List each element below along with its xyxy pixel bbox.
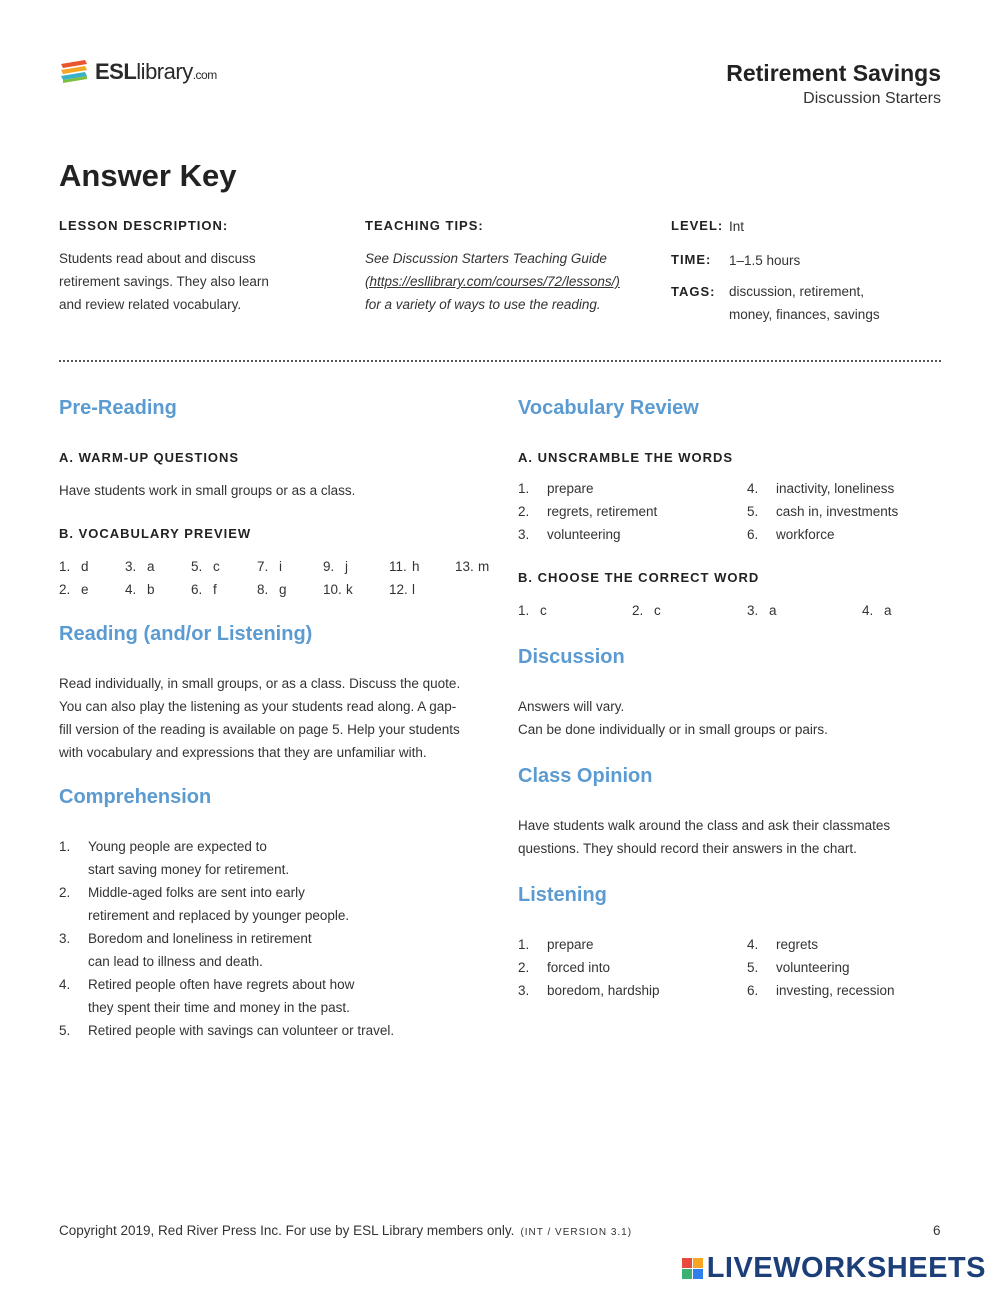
answer-item: 1. prepare (518, 937, 594, 952)
text-line: Answers will vary. (518, 699, 625, 714)
answer-item: 8. g (257, 582, 287, 597)
answer-item: 12. l (389, 582, 415, 597)
answer-item: 6. workforce (747, 527, 835, 542)
reading-heading: Reading (and/or Listening) (59, 623, 313, 645)
reading-text (59, 672, 489, 764)
document-title: Retirement Savings (726, 60, 941, 86)
lesson-description-label: LESSON DESCRIPTION: (59, 218, 229, 233)
discussion-text (518, 695, 941, 741)
vocab-preview-label: B. VOCABULARY PREVIEW (59, 526, 252, 541)
document-subtitle: Discussion Starters (803, 90, 941, 107)
warmup-label: A. WARM-UP QUESTIONS (59, 450, 240, 465)
page-number: 6 (933, 1223, 941, 1238)
book-stack-icon (59, 58, 89, 86)
unscramble-label: A. UNSCRAMBLE THE WORDS (518, 450, 734, 465)
answer-item: 1. prepare (518, 481, 594, 496)
text-line: and review related vocabulary. (59, 297, 242, 312)
pre-reading-heading: Pre-Reading (59, 397, 177, 419)
liveworksheets-text: LIVEWORKSHEETS (706, 1252, 986, 1284)
text-line: Read individually, in small groups, or as a class. Discuss the quote. (59, 676, 461, 691)
answer-item: 1. d (59, 559, 89, 574)
left-column (59, 397, 489, 1042)
answer-item: 2. regrets, retirement (518, 504, 658, 519)
answer-item: 4. regrets (747, 937, 819, 952)
logo-brand-rest: library (136, 59, 193, 84)
logo-block (693, 1269, 703, 1279)
answer-item: 3. boredom, hardship (518, 983, 660, 998)
listening-heading: Listening (518, 884, 607, 906)
warmup-text: Have students work in small groups or as a class. (59, 483, 356, 498)
time-value: 1–1.5 hours (729, 253, 801, 268)
text-line: Can be done individually or in small groups or pairs. (518, 722, 828, 737)
list-item: 3. Boredom and loneliness in retirement can lead to illness and death. (59, 931, 312, 969)
lesson-meta (671, 218, 941, 326)
copyright-footer (59, 1223, 632, 1238)
unscramble-answers (518, 477, 941, 546)
answer-item: 4. b (125, 582, 155, 597)
liveworksheets-watermark (682, 1252, 986, 1285)
list-item: 2. Middle-aged folks are sent into early retirement and replaced by younger people. (59, 885, 350, 923)
answer-item: 1. c (518, 603, 547, 618)
choose-word-label: B. CHOOSE THE CORRECT WORD (518, 570, 760, 585)
right-column (518, 397, 941, 1002)
copyright-text: Copyright 2019, Red River Press Inc. For use by ESL Library members only. (59, 1223, 515, 1238)
listening-answers (518, 933, 941, 1002)
answer-item: 5. volunteering (747, 960, 850, 975)
logo-block (682, 1258, 692, 1268)
class-opinion-heading: Class Opinion (518, 765, 653, 787)
tags-row (671, 280, 941, 326)
text-line: Students read about and discuss (59, 251, 256, 266)
logo-brand-bold: ESL (95, 59, 137, 84)
lesson-description-text (59, 247, 269, 316)
answer-item: 2. c (632, 603, 661, 618)
text-line: You can also play the listening as your students read along. A gap- (59, 699, 457, 714)
liveworksheets-logo-icon (682, 1258, 703, 1279)
lesson-description (59, 218, 269, 316)
answer-item: 2. forced into (518, 960, 611, 975)
answer-item: 10. k (323, 582, 353, 597)
time-row (671, 252, 941, 269)
answer-item: 4. a (862, 603, 892, 618)
teaching-guide-link[interactable]: (https://esllibrary.com/courses/72/lessons/) (365, 274, 620, 289)
answer-item: 5. cash in, investments (747, 504, 899, 519)
answer-item: 6. investing, recession (747, 983, 895, 998)
answer-item: 4. inactivity, loneliness (747, 481, 895, 496)
time-label: TIME: (671, 252, 712, 267)
answer-item: 13. m (455, 559, 490, 574)
discussion-heading: Discussion (518, 646, 625, 668)
teaching-tips-label: TEACHING TIPS: (365, 218, 484, 233)
page-title: Answer Key (59, 158, 237, 193)
dotted-divider (59, 360, 941, 362)
teaching-tips (365, 218, 620, 316)
answer-item: 11. h (389, 559, 420, 574)
class-opinion-text (518, 814, 941, 860)
tags-label: TAGS: (671, 284, 716, 299)
answer-item: 6. f (191, 582, 217, 597)
esl-library-logo (59, 58, 217, 86)
logo-block (693, 1258, 703, 1268)
level-row (671, 218, 941, 235)
text-line: fill version of the reading is available on page 5. Help your students (59, 722, 460, 737)
text-line: money, finances, savings (729, 307, 880, 322)
vocabulary-review-heading: Vocabulary Review (518, 397, 699, 419)
list-item: 5. Retired people with savings can volunteer or travel. (59, 1023, 395, 1038)
comprehension-list (59, 835, 489, 1042)
text-line: questions. They should record their answers in the chart. (518, 841, 857, 856)
text-line: with vocabulary and expressions that they are unfamiliar with. (59, 745, 427, 760)
comprehension-heading: Comprehension (59, 786, 212, 808)
vocab-preview-answers (59, 555, 489, 601)
text-line: retirement savings. They also learn (59, 274, 269, 289)
text-line: See Discussion Starters Teaching Guide (365, 251, 607, 266)
answer-item: 3. a (125, 559, 155, 574)
version-text: (INT / VERSION 3.1) (520, 1227, 633, 1238)
document-header (726, 60, 941, 108)
teaching-tips-text (365, 247, 620, 316)
logo-brand-suffix: .com (192, 68, 217, 82)
answer-item: 7. i (257, 559, 282, 574)
answer-item: 3. a (747, 603, 777, 618)
logo-block (682, 1269, 692, 1279)
level-label: LEVEL: (671, 218, 724, 233)
answer-item: 3. volunteering (518, 527, 621, 542)
text-line: Have students walk around the class and ask their classmates (518, 818, 891, 833)
text-line: for a variety of ways to use the reading. (365, 297, 601, 312)
level-value: Int (729, 219, 745, 234)
list-item: 1. Young people are expected to start saving money for retirement. (59, 839, 290, 877)
tags-value (729, 280, 880, 326)
answer-item: 9. j (323, 559, 348, 574)
choose-word-answers (518, 599, 941, 622)
answer-item: 5. c (191, 559, 220, 574)
answer-item: 2. e (59, 582, 89, 597)
list-item: 4. Retired people often have regrets about how they spent their time and money in the past. (59, 977, 355, 1015)
text-line: discussion, retirement, (729, 284, 865, 299)
